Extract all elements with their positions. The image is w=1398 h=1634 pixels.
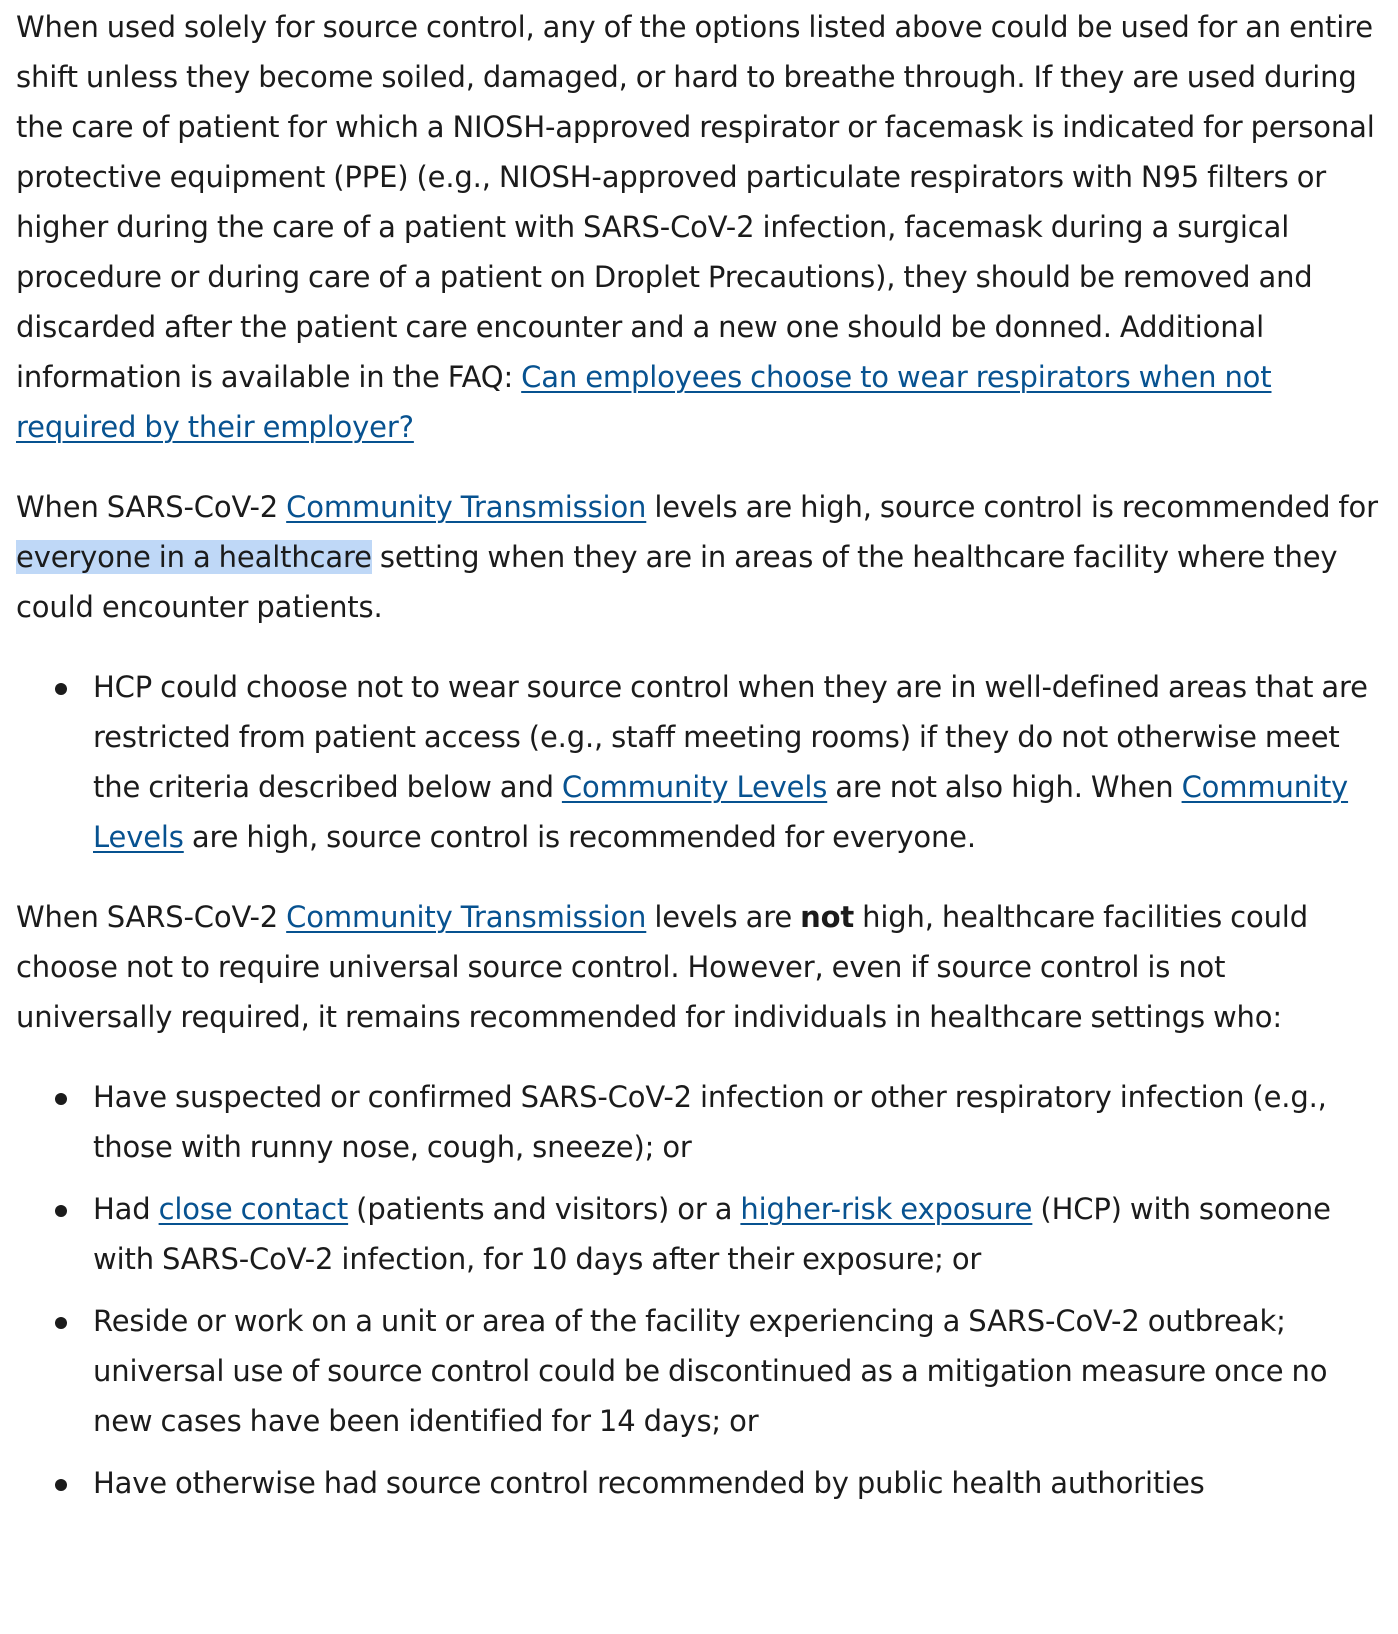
list-item-text: Had: [93, 1192, 159, 1226]
bold-emphasis: not: [800, 900, 855, 934]
list-item-text: Have otherwise had source control recommended by public health authorities: [93, 1466, 1205, 1500]
bullet-list-individuals: [16, 1072, 1388, 1508]
list-item: [93, 1458, 1388, 1508]
list-item-text: are not also high. When: [827, 770, 1182, 804]
community-transmission-link[interactable]: Community Transmission: [286, 900, 647, 934]
community-transmission-link[interactable]: Community Transmission: [286, 490, 647, 524]
community-levels-link[interactable]: Community Levels: [561, 770, 828, 804]
list-item-text: are high, source control is recommended for everyone.: [183, 820, 976, 854]
list-item: [93, 1184, 1388, 1284]
list-item-text: HCP could choose not to wear source control when they are in well-defined areas that are restricted from patient access (e.g., staff meeting rooms) if they do not otherwise meet the criteria described below and: [93, 670, 1368, 804]
paragraph-text: When SARS-CoV-2: [16, 900, 287, 934]
selected-text-highlight: everyone in a healthcare: [16, 540, 372, 574]
paragraph-text: levels are high, source control is recommended for: [646, 490, 1378, 524]
list-item: [93, 1296, 1388, 1446]
paragraph-transmission-high: [16, 482, 1388, 632]
paragraph-transmission-not-high: [16, 892, 1388, 1042]
list-item-text: Have suspected or confirmed SARS-CoV-2 infection or other respiratory infection (e.g., those with runny nose, cough, sneeze); or: [93, 1080, 1327, 1164]
paragraph-text: When used solely for source control, any of the options listed above could be used for an entire shift unless they become soiled, damaged, or hard to breathe through. If they are used during the care of patient for which a NIOSH-approved respirator or facemask is indicated for personal protective equipment (PPE) (e.g., NIOSH-approved particulate respirators with N95 filters or higher during the care of a patient with SARS-CoV-2 infection, facemask during a surgical procedure or during care of a patient on Droplet Precautions), they should be removed and discarded after the patient care encounter and a new one should be donned. Additional information is available in the FAQ:: [16, 10, 1375, 394]
paragraph-text: setting when they are in areas of the healthcare facility where they could encounter patients.: [16, 540, 1338, 624]
higher-risk-exposure-link[interactable]: higher-risk exposure: [740, 1192, 1033, 1226]
community-levels-link[interactable]: Community Levels: [93, 770, 1349, 854]
list-item-text: (HCP) with someone with SARS-CoV-2 infection, for 10 days after their exposure; or: [93, 1192, 1331, 1276]
paragraph-text: When SARS-CoV-2: [16, 490, 287, 524]
list-item: [93, 662, 1388, 862]
list-item: [93, 1072, 1388, 1172]
list-item-text: Reside or work on a unit or area of the facility experiencing a SARS-CoV-2 outbreak; universal use of source control could be discontinued as a mitigation measure once no new cases have been identified for 14 days; or: [93, 1304, 1328, 1438]
close-contact-link[interactable]: close contact: [158, 1192, 349, 1226]
faq-link[interactable]: Can employees choose to wear respirators when not required by their employer?: [16, 360, 1272, 444]
paragraph-source-control-shift: [16, 2, 1388, 452]
bullet-list-hcp: [16, 662, 1388, 862]
paragraph-text: high, healthcare facilities could choose not to require universal source control. However, even if source control is not universally required, it remains recommended for individuals in healthcare settings who:: [16, 900, 1308, 1034]
list-item-text: (patients and visitors) or a: [348, 1192, 741, 1226]
paragraph-text: levels are: [646, 900, 801, 934]
